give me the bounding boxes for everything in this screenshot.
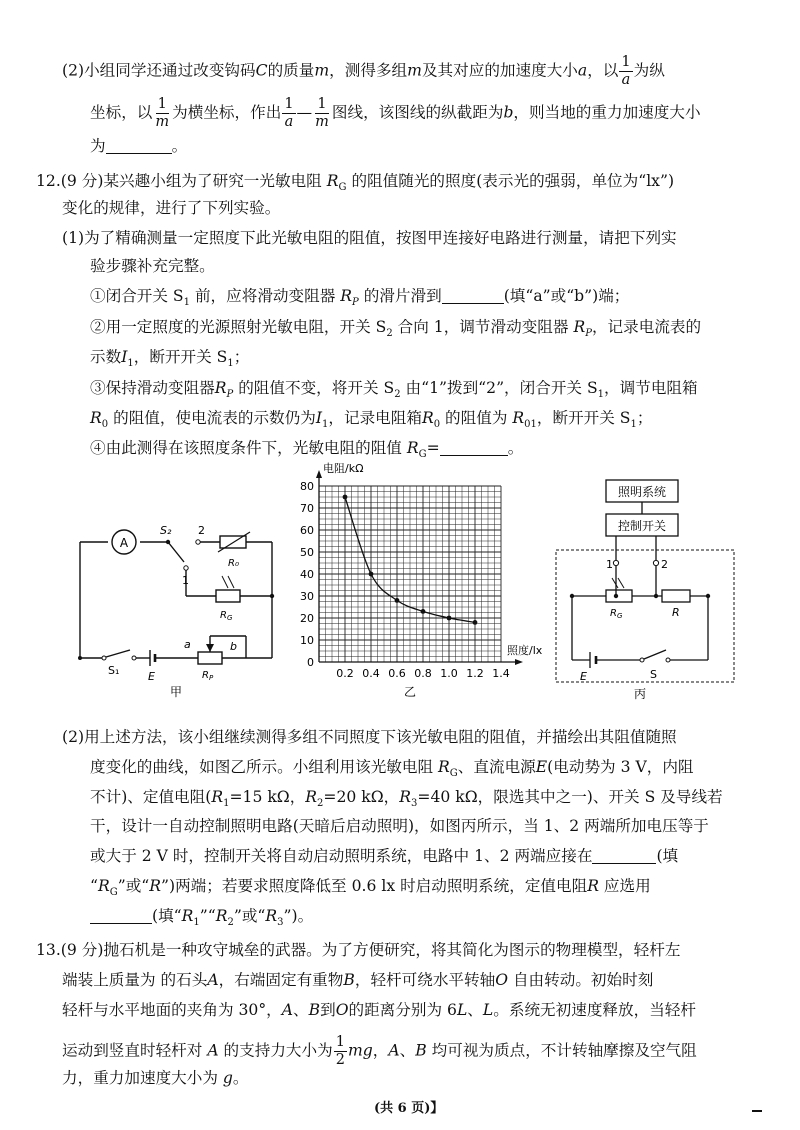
q12-step-2: ②用一定照度的光源照射光敏电阻，开关 $S_2$ 合向 1，调节滑动变阻器 $R_P$，记录电流表的 bbox=[90, 318, 702, 340]
q11-line-2: 坐标，以 $\frac{1}{m}$ 为横坐标，作出 $\frac{1}{a}$ — $\frac{1}{m}$ 图线，该图线的纵截距为b，则当地的重力加速度大小 bbox=[90, 96, 701, 130]
y-tick-label: 50 bbox=[300, 546, 314, 559]
svg-text:1: 1 bbox=[182, 574, 189, 587]
data-point bbox=[473, 620, 478, 625]
data-point bbox=[343, 495, 348, 500]
svg-text:2: 2 bbox=[198, 524, 205, 537]
circuit-figure-bing bbox=[550, 472, 740, 702]
x-tick-label: 0.8 bbox=[414, 667, 432, 680]
svg-text:RP: $R_P$ bbox=[202, 670, 214, 682]
q12-step-1: ①闭合开关 $S_1$ 前，应将滑动变阻器 $R_P$ 的滑片滑到 (填“a”或“b”)端； bbox=[90, 287, 630, 309]
q13-line4: 运动到竖直时轻杆对 A 的支持力大小为 $\frac{1}{2}$ mg，A、B 均可视为质点，不计转轴摩擦及空气阻 bbox=[62, 1034, 697, 1068]
x-tick-label: 0.2 bbox=[336, 667, 354, 680]
svg-text:S₁: S₁ bbox=[108, 664, 120, 677]
y-tick-label: 70 bbox=[300, 502, 314, 515]
y-tick-label: 60 bbox=[300, 524, 314, 537]
data-point bbox=[395, 598, 400, 603]
y-axis-label: 电阻/kΩ bbox=[323, 462, 364, 475]
resistance-illuminance-chart bbox=[285, 462, 545, 702]
fixed-resistor-r bbox=[662, 590, 690, 602]
q12-heading-2: 变化的规律，进行了下列实验。 bbox=[62, 199, 281, 217]
data-point bbox=[421, 609, 426, 614]
rheostat-rp bbox=[198, 652, 222, 664]
answer-blank-slider-end[interactable] bbox=[442, 287, 504, 304]
svg-text:E: E bbox=[580, 670, 587, 683]
svg-text:S: S bbox=[650, 668, 657, 681]
x-tick-label: 1.0 bbox=[440, 667, 458, 680]
answer-blank-resistor-choice[interactable] bbox=[90, 907, 152, 924]
svg-text:R₀: R₀ bbox=[228, 558, 239, 569]
y-tick-label: 30 bbox=[300, 590, 314, 603]
q12-step-3b: $R_0$ 的阻值，使电流表的示数仍为$I_1$，记录电阻箱$R_0$ 的阻值为 $R_{01}$，断开开关 $S_1$； bbox=[90, 409, 653, 431]
fraction-1-over-a: $\frac{1}{a}$ bbox=[621, 54, 631, 88]
svg-text:a: a bbox=[184, 638, 191, 651]
chart-caption: 乙 bbox=[403, 685, 417, 699]
q12-part1-line2: 验步骤补充完整。 bbox=[90, 257, 215, 275]
svg-text:RG: $R_G$ bbox=[220, 610, 233, 622]
x-axis-arrow bbox=[515, 659, 523, 665]
answer-blank-rg[interactable] bbox=[440, 439, 508, 456]
data-point bbox=[447, 616, 452, 621]
q12-step-4: ④由此测得在该照度条件下，光敏电阻的阻值 $R_G=$ 。 bbox=[90, 439, 524, 461]
svg-text:甲: 甲 bbox=[170, 685, 183, 699]
q12-part2-line4: 干，设计一自动控制照明电路(天暗后启动照明)，如图丙所示，当 1、2 两端所加电压等于 bbox=[90, 817, 709, 835]
x-tick-label: 0.4 bbox=[362, 667, 380, 680]
circuit-figure-jia bbox=[60, 520, 290, 700]
svg-text:2: 2 bbox=[661, 558, 668, 571]
photoresistor-rg bbox=[606, 590, 632, 602]
q13-line3: 轻杆与水平地面的夹角为 30°，A、B到O的距离分别为 6L、L。系统无初速度释放，当轻杆 bbox=[62, 1001, 696, 1019]
answer-blank-terminals[interactable] bbox=[592, 847, 656, 864]
q12-part2-line2: 度变化的曲线，如图乙所示。小组利用该光敏电阻 $R_G$、直流电源E(电动势为 3 V，内阻 bbox=[90, 758, 694, 780]
answer-blank[interactable] bbox=[106, 137, 172, 154]
q12-part2-line1: (2)用上述方法，该小组继续测得多组不同照度下该光敏电阻的阻值，并描绘出其阻值随照 bbox=[62, 728, 677, 746]
svg-text:1: 1 bbox=[606, 558, 613, 571]
svg-text:E: E bbox=[148, 670, 155, 683]
y-tick-label: 40 bbox=[300, 568, 314, 581]
q13-line5: 力，重力加速度大小为 g。 bbox=[62, 1069, 249, 1087]
q12-part2-line6: “$R_G$”或“R”)两端；若要求照度降低至 0.6 lx 时启动照明系统，定值电阻R 应选用 bbox=[90, 877, 651, 899]
data-point bbox=[369, 572, 374, 577]
y-tick-label: 0 bbox=[307, 656, 314, 669]
svg-text:RG: $R_G$ bbox=[610, 608, 623, 620]
q12-part2-line7: (填“$R_1”“R_2$”或“$R_3$”)。 bbox=[90, 906, 313, 933]
q12-step-3: ③保持滑动变阻器$R_P$ 的阻值不变，将开关 $S_2$ 由“1”拨到“2”，闭合开关 $S_1$，调节电阻箱 bbox=[90, 379, 698, 401]
q11-line-3: 为 。 bbox=[90, 137, 188, 155]
svg-text:b: b bbox=[230, 640, 237, 653]
x-tick-label: 1.4 bbox=[492, 667, 510, 680]
q12-part1-line1: (1)为了精确测量一定照度下此光敏电阻的阻值，按图甲连接好电路进行测量，请把下列实 bbox=[62, 229, 677, 247]
q13-line1: 13.(9 分)抛石机是一种攻守城垒的武器。为了方便研究，将其简化为图示的物理模型，轻杆左 bbox=[36, 941, 681, 959]
y-tick-label: 20 bbox=[300, 612, 314, 625]
x-axis-label: 照度/lx bbox=[507, 644, 543, 657]
svg-text:R: R bbox=[672, 606, 680, 619]
y-tick-label: 80 bbox=[300, 480, 314, 493]
q11-line-1: (2)小组同学还通过改变钩码C的质量m，测得多组m及其对应的加速度大小a，以 $\frac{1}{a}$ 为纵 bbox=[62, 54, 665, 88]
svg-text:丙: 丙 bbox=[634, 687, 647, 701]
q12-part2-line5: 或大于 2 V 时，控制开关将自动启动照明系统，电路中 1、2 两端应接在 (填 bbox=[90, 847, 679, 865]
y-tick-label: 10 bbox=[300, 634, 314, 647]
photoresistor-rg bbox=[216, 590, 240, 602]
page-footer: (共 6 页)】 bbox=[374, 1101, 444, 1116]
svg-text:S₂: S₂ bbox=[160, 524, 172, 537]
fraction-one-half: $\frac{1}{2}$ bbox=[335, 1034, 345, 1068]
q12-heading: 12.(9 分)某兴趣小组为了研究一光敏电阻 $R_G$ 的阻值随光的照度(表示光的强弱，单位为“lx”) bbox=[36, 172, 675, 194]
x-tick-label: 1.2 bbox=[466, 667, 484, 680]
footer-dash bbox=[752, 1110, 762, 1112]
svg-text:A: A bbox=[119, 536, 129, 550]
x-tick-label: 0.6 bbox=[388, 667, 406, 680]
fraction-1-over-m: $\frac{1}{m}$ bbox=[155, 96, 170, 130]
y-axis-arrow bbox=[316, 470, 322, 478]
svg-text:照明系统: 照明系统 bbox=[617, 485, 667, 499]
q12-part2-line3: 不计)、定值电阻($R_1=15$ kΩ，$R_2=20$ kΩ，$R_3=40$ kΩ，限选其中之一)、开关 S 及导线若 bbox=[90, 788, 723, 810]
q12-step-2b: 示数$I_1$，断开开关 $S_1$； bbox=[90, 348, 250, 370]
svg-text:控制开关: 控制开关 bbox=[617, 519, 667, 533]
q13-line2: 端装上质量为 的石头A，右端固定有重物B，轻杆可绕水平转轴O 自由转动。初始时刻 bbox=[62, 971, 654, 989]
